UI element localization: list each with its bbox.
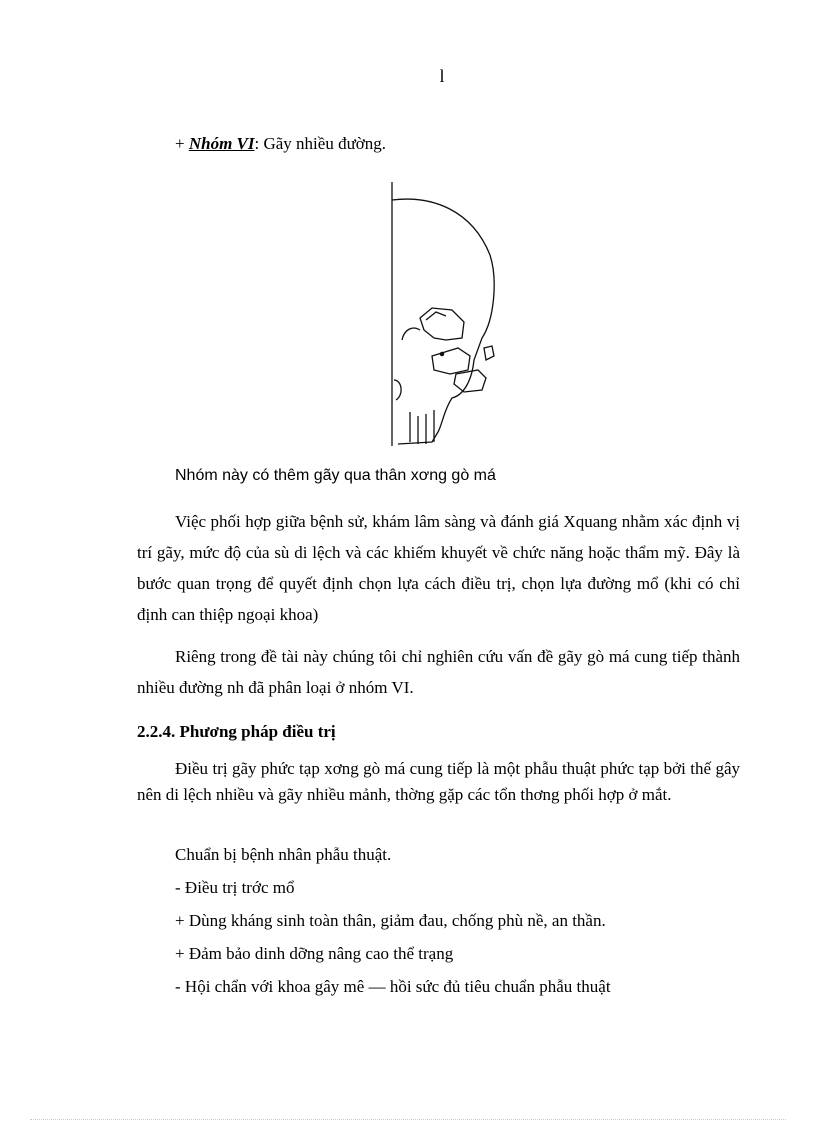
group-heading: [175, 134, 386, 154]
section-heading: 2.2.4. Phương pháp điều trị: [137, 722, 336, 741]
paragraph: Điều trị gãy phức tạp xơng gò má cung tiếp là một phẫu thuật phức tạp bởi thế gây nên di lệch nhiều và gãy nhiều mảnh, thờng gặp các tổn thơng phối hợp ở mắt.: [137, 759, 740, 804]
body-text: [137, 506, 740, 703]
group-prefix: +: [175, 134, 189, 153]
paragraph: Riêng trong đề tài này chúng tôi chỉ nghiên cứu vấn đề gãy gò má cung tiếp thành nhiều đường nh đã phân loại ở nhóm VI.: [137, 647, 740, 697]
page-number: l: [439, 66, 445, 86]
list-item: - Điều trị trớc mổ: [175, 878, 295, 897]
section-body: [137, 756, 740, 808]
paragraph: Việc phối hợp giữa bệnh sử, khám lâm sàng và đánh giá Xquang nhằm xác định vị trí gãy, mức độ của sù di lệch và các khiếm khuyết về chức năng hoặc thẩm mỹ. Đây là bước quan trọng để quyết định chọn lựa cách điều trị, chọn lựa đường mổ (khi có chỉ định can thiệp ngoại khoa): [137, 512, 740, 624]
page-bottom-rule: [30, 1119, 786, 1120]
list-item: + Dùng kháng sinh toàn thân, giảm đau, chống phù nề, an thần.: [175, 911, 606, 930]
figure-caption: Nhóm này có thêm gãy qua thân xơng gò má: [175, 467, 496, 484]
group-text: : Gãy nhiều đường.: [254, 134, 387, 153]
group-label: Nhóm VI: [188, 134, 255, 153]
list-item: + Đảm bảo dinh dỡng nâng cao thể trạng: [175, 944, 454, 963]
list-item: - Hội chẩn với khoa gây mê — hồi sức đủ tiêu chuẩn phẫu thuật: [175, 977, 611, 996]
list-item: Chuẩn bị bệnh nhân phẫu thuật.: [175, 845, 392, 864]
skull-fracture-drawing-icon: [372, 180, 508, 448]
